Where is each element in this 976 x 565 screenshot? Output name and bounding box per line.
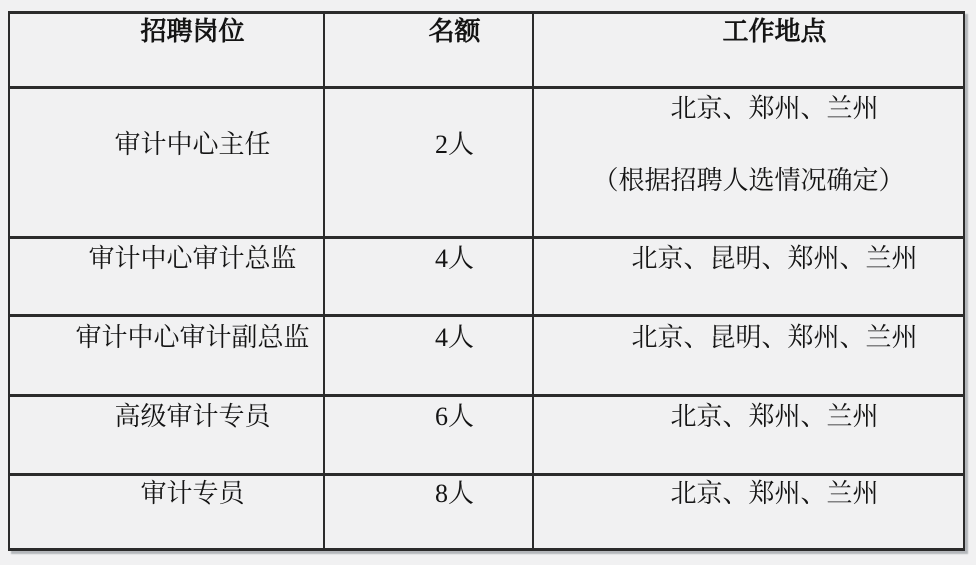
quota-text: 6人 bbox=[434, 402, 474, 431]
cell-location bbox=[533, 88, 964, 238]
location-line: 北京、郑州、兰州 bbox=[670, 479, 879, 508]
location-line: 北京、昆明、郑州、兰州 bbox=[631, 322, 918, 352]
cell-position bbox=[9, 238, 324, 316]
position-text: 审计中心主任 bbox=[114, 129, 271, 159]
location-line: 北京、郑州、兰州 bbox=[670, 93, 879, 123]
cell-quota bbox=[324, 316, 533, 396]
column-header-quota bbox=[324, 13, 533, 88]
position-text: 审计中心审计总监 bbox=[88, 243, 297, 273]
cell-position bbox=[9, 88, 324, 238]
column-header-location-label: 工作地点 bbox=[722, 17, 827, 46]
position-text: 审计专员 bbox=[140, 479, 245, 508]
cell-quota bbox=[324, 396, 533, 475]
location-line: 北京、昆明、郑州、兰州 bbox=[631, 243, 918, 273]
cell-location bbox=[533, 316, 964, 396]
column-header-quota-label: 名额 bbox=[428, 17, 481, 46]
column-header-location bbox=[533, 13, 964, 88]
table-row bbox=[9, 475, 964, 550]
table-header-row bbox=[9, 13, 964, 88]
cell-quota bbox=[324, 88, 533, 238]
cell-quota bbox=[324, 238, 533, 316]
cell-location bbox=[533, 396, 964, 475]
position-text: 高级审计专员 bbox=[114, 402, 271, 431]
column-header-position bbox=[9, 13, 324, 88]
location-line: 北京、郑州、兰州 bbox=[670, 402, 879, 431]
quota-text: 4人 bbox=[434, 322, 474, 352]
recruitment-table bbox=[8, 11, 965, 551]
cell-location bbox=[533, 475, 964, 550]
quota-text: 2人 bbox=[434, 129, 474, 159]
table-row bbox=[9, 88, 964, 238]
cell-position bbox=[9, 396, 324, 475]
column-header-position-label: 招聘岗位 bbox=[140, 17, 245, 46]
quota-text: 8人 bbox=[434, 479, 474, 508]
cell-quota bbox=[324, 475, 533, 550]
location-note-line: （根据招聘人选情况确定） bbox=[592, 165, 905, 195]
quota-text: 4人 bbox=[434, 243, 474, 273]
cell-location bbox=[533, 238, 964, 316]
table-row bbox=[9, 238, 964, 316]
table-row bbox=[9, 396, 964, 475]
table-row bbox=[9, 316, 964, 396]
cell-position bbox=[9, 316, 324, 396]
cell-position bbox=[9, 475, 324, 550]
position-text: 审计中心审计副总监 bbox=[75, 322, 310, 352]
